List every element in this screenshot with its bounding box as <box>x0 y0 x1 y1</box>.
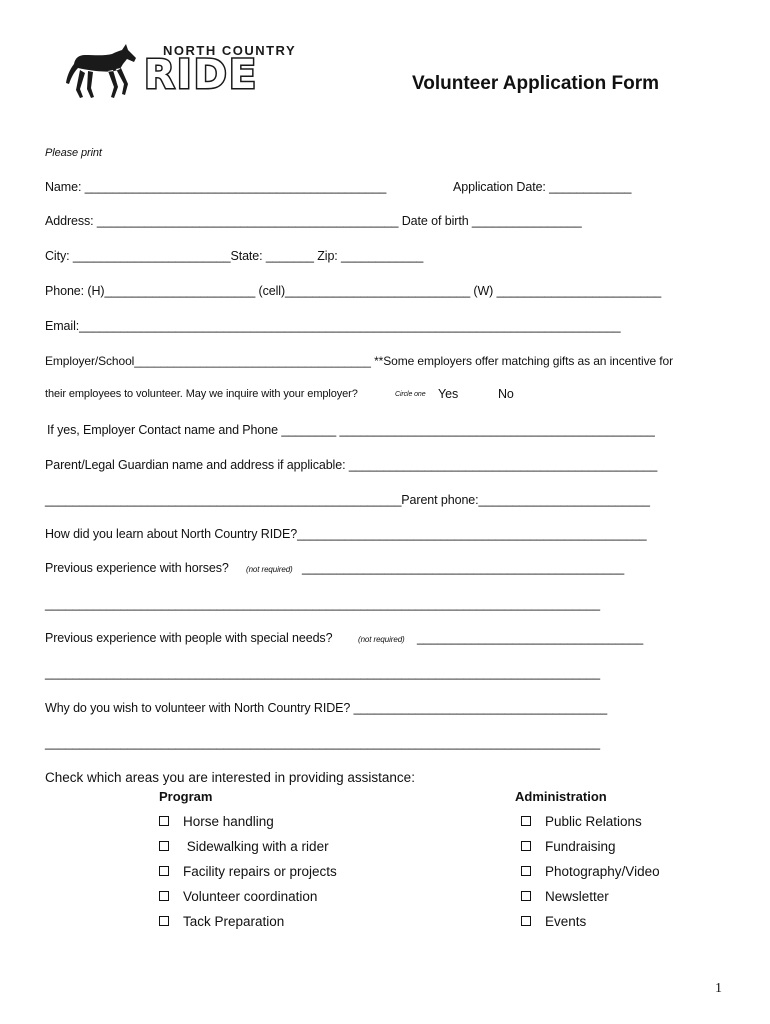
admin-option-events[interactable]: Events <box>521 914 586 929</box>
checkbox[interactable] <box>159 841 169 851</box>
learn-about-field[interactable]: How did you learn about North Country RIDE?___________________________________________________ <box>45 527 647 541</box>
employer-contact-field[interactable]: If yes, Employer Contact name and Phone ________ ______________________________________________ <box>47 423 655 437</box>
horse-experience-label: Previous experience with horses? <box>45 561 229 575</box>
instructions-text: Please print <box>45 147 102 159</box>
checkbox[interactable] <box>521 841 531 851</box>
phone-field[interactable]: Phone: (H)______________________ (cell)___________________________ (W) ________________________ <box>45 284 662 298</box>
program-option-sidewalking[interactable]: Sidewalking with a rider <box>159 839 329 854</box>
horse-experience-not-required: (not required) <box>246 565 293 574</box>
admin-option-fundraising[interactable]: Fundraising <box>521 839 616 854</box>
checkbox[interactable] <box>159 891 169 901</box>
circle-one-note: Circle one <box>395 391 426 398</box>
program-option-tack-preparation[interactable]: Tack Preparation <box>159 914 284 929</box>
program-option-facility-repairs[interactable]: Facility repairs or projects <box>159 864 337 879</box>
page-title: Volunteer Application Form <box>412 73 660 94</box>
guardian-field[interactable]: Parent/Legal Guardian name and address if applicable: _____________________________________________ <box>45 458 658 472</box>
parent-phone-field[interactable]: ____________________________________________________Parent phone:_________________________ <box>45 493 650 507</box>
why-volunteer-field[interactable]: Why do you wish to volunteer with North Country RIDE? _____________________________________ <box>45 701 608 715</box>
employer-no-option[interactable]: No <box>498 387 514 401</box>
special-needs-field[interactable]: _________________________________ <box>417 631 644 645</box>
employer-field[interactable]: Employer/School____________________________________ **Some employers offer matching gifts as an incentive for <box>45 354 673 368</box>
employer-yes-option[interactable]: Yes <box>438 387 459 401</box>
checkbox[interactable] <box>521 891 531 901</box>
program-option-volunteer-coordination[interactable]: Volunteer coordination <box>159 889 317 904</box>
city-state-zip-field[interactable]: City: _______________________State: _______ Zip: ____________ <box>45 249 424 263</box>
program-option-horse-handling[interactable]: Horse handling <box>159 814 274 829</box>
horse-icon <box>66 42 140 100</box>
checkbox[interactable] <box>159 866 169 876</box>
special-needs-label: Previous experience with people with special needs? <box>45 631 333 645</box>
checkbox[interactable] <box>521 916 531 926</box>
logo-main-text: RIDE <box>144 52 259 98</box>
admin-option-newsletter[interactable]: Newsletter <box>521 889 609 904</box>
admin-option-public-relations[interactable]: Public Relations <box>521 814 642 829</box>
special-needs-continuation[interactable]: _________________________________________________________________________________ <box>45 666 601 680</box>
name-field[interactable]: Name: ____________________________________________ <box>45 180 387 194</box>
employer-inquiry-text: their employees to volunteer. May we inquire with your employer? <box>45 388 358 400</box>
administration-heading: Administration <box>515 789 607 804</box>
checkbox[interactable] <box>159 816 169 826</box>
email-field[interactable]: Email:_______________________________________________________________________________ <box>45 319 621 333</box>
address-dob-field[interactable]: Address: ____________________________________________ Date of birth ________________ <box>45 214 582 228</box>
horse-experience-field[interactable]: _______________________________________________ <box>302 561 625 575</box>
page-number: 1 <box>715 981 722 996</box>
horse-experience-continuation[interactable]: _________________________________________________________________________________ <box>45 597 601 611</box>
logo-top-text: NORTH COUNTRY <box>163 43 297 58</box>
special-needs-not-required: (not required) <box>358 635 405 644</box>
why-volunteer-continuation[interactable]: _________________________________________________________________________________ <box>45 736 601 750</box>
checkbox[interactable] <box>521 816 531 826</box>
application-date-field[interactable]: Application Date: ____________ <box>453 180 632 194</box>
interests-prompt: Check which areas you are interested in providing assistance: <box>45 770 415 785</box>
program-heading: Program <box>159 789 213 804</box>
checkbox[interactable] <box>521 866 531 876</box>
checkbox[interactable] <box>159 916 169 926</box>
admin-option-photography-video[interactable]: Photography/Video <box>521 864 660 879</box>
